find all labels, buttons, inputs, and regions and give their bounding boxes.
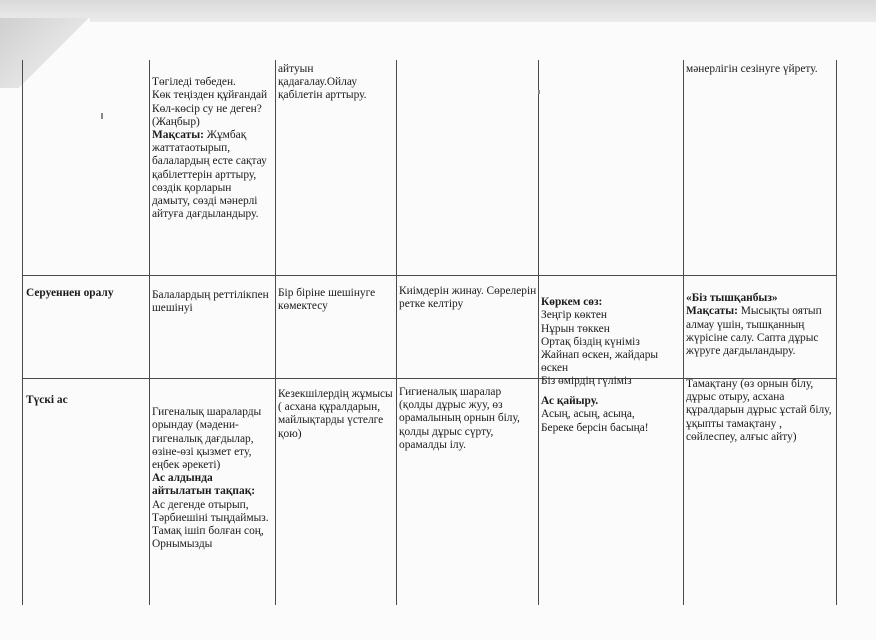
row1-col3: айтуын қадағалау.Ойлау қабілетін арттыру.	[278, 63, 367, 102]
row2-poem: Зеңгір көктен Нұрын төккен Ортақ біздің күніміз Жайнап өскен, жайдары өскен Біз өмірдің гүліміз	[541, 309, 659, 388]
row3-col5-title: Ас қайыру.	[541, 395, 599, 408]
row3-rhyme-title: Ас алдында айтылатын тақпақ:	[152, 472, 256, 498]
row1-goal: Жұмбақ жаттатаотырып, балалардың есте сақтау қабілеттерін арттыру, сөздік қорларын дамыту, сөзді мәнерлі айтуға дағдыландыру.	[152, 129, 267, 221]
row2-col5-title: Көркем сөз:	[541, 296, 603, 309]
row3-col2	[150, 393, 272, 551]
row1-goal-label: Мақсаты:	[152, 129, 204, 142]
row2-col6	[684, 279, 838, 358]
row3-label: Түскі ас	[26, 394, 68, 406]
row2-game-title: «Біз тышқанбыз»	[686, 292, 778, 305]
row2-col3: Бір біріне шешінуге көмектесу	[278, 287, 376, 313]
scan-speck	[101, 113, 103, 119]
scan-top-edge	[0, 0, 876, 22]
row1-riddle: Төгіледі төбеден. Көк теңізден құйғандай Көл-көсір су не деген? (Жаңбыр)	[152, 76, 268, 128]
schedule-table	[22, 60, 837, 605]
row2-col2: Балалардың реттілікпен шешінуі	[152, 289, 269, 315]
row3-hygiene: Гигеналық шараларды орындау (мәдени-гигеналық дағдылар, өзіне-өзі қызмет ету, еңбек әрекеті)	[152, 406, 262, 472]
row1-col6: мәнерлігін сезінуге үйрету.	[686, 63, 818, 75]
row3-col4: Гигиеналық шаралар (қолды дұрыс жуу, өз орамалының орнын білу, қолды дұрыс сүрту, орамалды ілу.	[399, 386, 520, 451]
row3-col3: Кезекшілердің жұмысы ( асхана құралдарын, майлықтарды үстелге қою)	[278, 388, 393, 440]
row3-col5	[539, 382, 685, 435]
table-row-line	[22, 275, 837, 276]
table-col-line	[275, 60, 276, 605]
table-col-line	[22, 60, 23, 605]
table-col-line	[396, 60, 397, 605]
row3-rhyme: Ас дегенде отырып, Тәрбиешіні тыңдаймыз. Тамақ ішіп болған соң, Орнымызды	[152, 498, 269, 551]
row2-col5	[539, 283, 685, 389]
row2-col4: Киімдерін жинау. Сөрелерін ретке келтіру	[399, 285, 537, 311]
row3-col6: Тамақтану (өз орнын білу, дұрыс отыру, асхана құралдарын дұрыс ұстай білу, ұқыпты тамақтану , сөйлеспеу, алғыс айту)	[686, 378, 832, 443]
scan-speck	[538, 90, 540, 94]
row2-label: Серуеннен оралу	[26, 287, 114, 299]
row3-prayer: Асың, асың, асыңа, Береке берсін басыңа!	[541, 408, 649, 434]
row2-goal: Мысықты оятып алмау үшін, тышқанның жүрісіне салу. Сапта дұрыс жүруге дағдыландыру.	[686, 305, 822, 358]
row1-col2	[150, 63, 272, 221]
row2-goal-label: Мақсаты:	[686, 305, 738, 318]
